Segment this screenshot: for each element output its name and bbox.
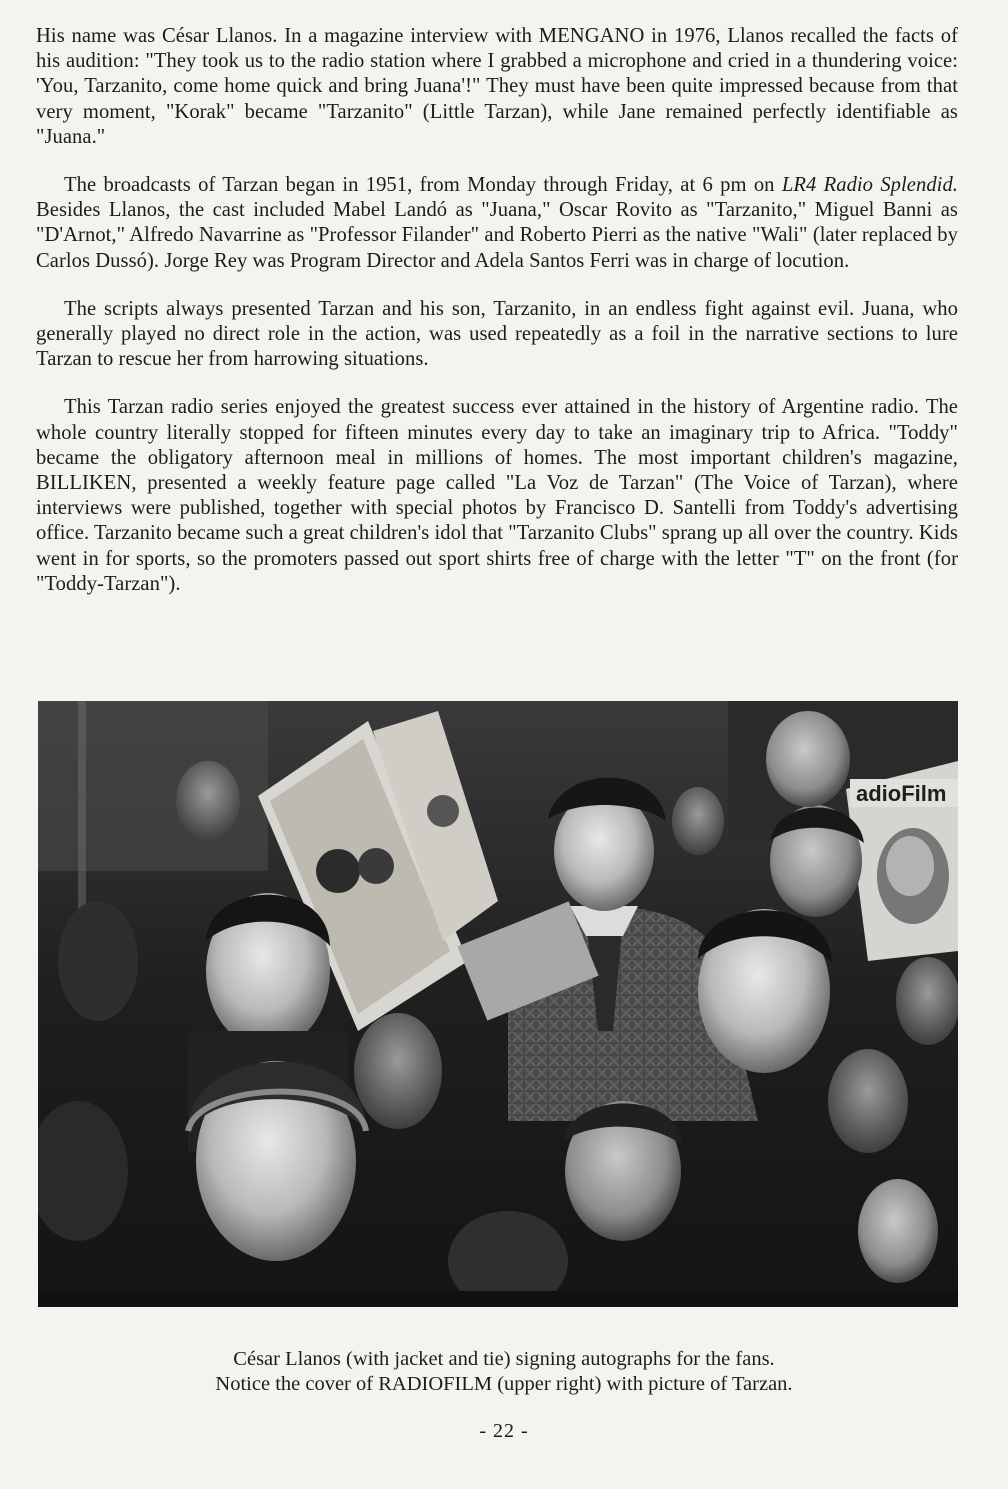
broadcasts-text-end: Besides Llanos, the cast included Mabel Landó as "Juana," Oscar Rovito as "Tarzanito," Miguel Banni as "D'Arnot," Alfredo Navarrine as "Professor Filander" and Roberto Pierri as the native "Wali" (later replaced by Carlos Dussó). Jorge Rey was Program Director and Adela Santos Ferri was in charge of locution. [36, 199, 958, 272]
photo-caption [0, 1347, 1008, 1397]
broadcasts-text-start: The broadcasts of Tarzan began in 1951, from Monday through Friday, at 6 pm on [64, 174, 782, 197]
caption-line-1: César Llanos (with jacket and tie) signing autographs for the fans. [233, 1348, 775, 1370]
caption-line-2: Notice the cover of RADIOFILM (upper right) with picture of Tarzan. [215, 1373, 793, 1395]
radio-station-name: LR4 Radio Splendid. [781, 174, 958, 197]
article-body [36, 24, 958, 597]
autograph-photo [38, 701, 958, 1307]
paragraph-audition: His name was César Llanos. In a magazine interview with MENGANO in 1976, Llanos recalled the facts of his audition: "They took us to the radio station where I grabbed a microphone and cried in a thundering voice: 'You, Tarzanito, come home quick and bring Juana'!" They must have been quite impressed because from that very moment, "Korak" became "Tarzanito" (Little Tarzan), while Jane remained perfectly identifiable as "Juana." [36, 25, 958, 148]
paragraph-scripts: The scripts always presented Tarzan and his son, Tarzanito, in an endless fight against evil. Juana, who generally played no direct role in the action, was used repeatedly as a foil in the narrative sections to lure Tarzan to rescue her from harrowing situations. [36, 297, 958, 371]
page-number: - 22 - [479, 1420, 529, 1442]
paragraph-broadcasts [36, 173, 958, 274]
magazine-cover-title: adioFilm [856, 781, 947, 806]
paragraph-success: This Tarzan radio series enjoyed the greatest success ever attained in the history of Argentine radio. The whole country literally stopped for fifteen minutes every day to take an imaginary trip to Africa. "Toddy" became the obligatory afternoon meal in millions of homes. The most important children's magazine, BILLIKEN, presented a weekly feature page called "La Voz de Tarzan" (The Voice of Tarzan), where interviews were published, together with special photos by Francisco D. Santelli from Toddy's advertising office. Tarzanito became such a great children's idol that "Tarzanito Clubs" sprang up all over the country. Kids went in for sports, so the promoters passed out sport shirts free of charge with the letter "T" on the front (for "Toddy-Tarzan"). [36, 396, 958, 595]
autograph-photo-image [38, 701, 958, 1307]
